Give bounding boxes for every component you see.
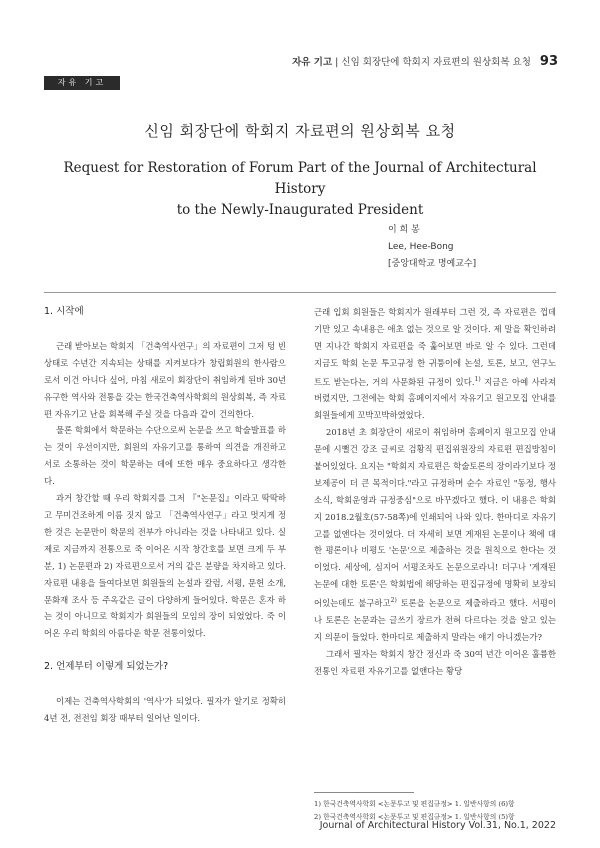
footnote-ref-2[interactable]: 2): [390, 597, 397, 605]
left-column: [44, 304, 286, 727]
right-column: [314, 304, 556, 680]
right-paragraph-3: 그래서 필자는 학회지 창간 정신과 죽 30여 년간 이어온 훌륭한 전통인 자료편 자유기고를 없앤다는 황당: [314, 648, 556, 676]
footnote-2: 2) 한국건축역사학회 <논문투고 및 편집규정> 1. 일반사항의 (5)항: [314, 813, 515, 821]
left-paragraph-3: 과거 창간할 때 우리 학회지를 그저 『"논문집』이라고 딱딱하고 무미건조하게 이름 짓지 않고 「건축역사연구」라고 멋지게 정한 것은 논문만이 학문의 전부가 아니라는 것을 나타내고 있다. 실제로 지금까지 전통으로 죽 이어온 시작 창간호를 보면 크게 두 부분, 1) 논문편과 2) 자료편으로서 거의 같은 분량을 차지하고 있다. 자료편 내용을 들여다보면 회원들의 논설과 칼럼, 서평, 문헌 소개, 문화재 조사 등 주옥같은 글이 다양하게 들어있다. 학문은 혼자 하는 것이 아니므로 학회지가 회원들의 모임의 장이 되었었다. 죽 이어온 우리 학회의 아름다운 학문 전통이었다.: [44, 493, 286, 639]
korean-title: 신임 회장단에 학회지 자료편의 원상회복 요청: [144, 122, 456, 140]
left-paragraph-1: 근래 받아보는 학회지 「건축역사연구」의 자료편이 그저 텅 빈 상태로 수년간 지속되는 상태를 지켜보다가 창립회원의 한사람으로서 이건 아니다 싶어, 마침 새로이 회장단이 취임하게 된바 30년 유구한 역사와 전통을 갖는 한국건축역사학회의 원상회복, 즉 자료편 자유기고 난을 회복해 주실 것을 다음과 같이 건의한다.: [44, 340, 286, 419]
page-number: 93: [539, 54, 558, 69]
english-title-line-2: to the Newly-Inaugurated President: [176, 202, 424, 218]
english-title-line-1: Request for Restoration of Forum Part of the Journal of Architectural History: [63, 160, 537, 197]
author-english-name: Lee, Hee-Bong: [388, 242, 454, 252]
running-separator: |: [335, 57, 339, 68]
english-title: [40, 158, 560, 221]
section-tag: 자유 기고: [44, 76, 120, 90]
left-paragraph-2: 물론 학회에서 학문하는 수단으로써 논문을 쓰고 학술발표를 하는 것이 우선이지만, 회원의 자유기고를 통하여 의견을 개진하고 서로 소통하는 것이 학문하는 데에 또한 매우 중요하다고 생각한다.: [44, 425, 286, 487]
journal-footer: Journal of Architectural History Vol.31, No.1, 2022: [319, 820, 556, 831]
footnote-ref-1[interactable]: 1): [474, 375, 481, 383]
right-paragraph-1: [314, 304, 556, 424]
section-1-heading: 1. 시작에: [44, 306, 84, 317]
author-affiliation: [중앙대학교 명예교수]: [388, 259, 477, 269]
running-title: 신임 회장단에 학회지 자료편의 원상회복 요청: [341, 57, 531, 68]
running-header: [292, 54, 558, 69]
author-korean-name: 이 희 봉: [388, 225, 420, 235]
section-2-heading: 2. 언제부터 이렇게 되었는가?: [44, 661, 169, 673]
right-paragraph-2: [314, 424, 556, 646]
footnote-1: 1) 한국건축역사학회 <논문투고 및 편집규정> 1. 일반사항의 (6)항: [314, 800, 515, 808]
author-block: [388, 222, 476, 273]
right-paragraph-1-text: 근래 입회 회원들은 학회지가 원래부터 그런 것, 즉 자료편은 껍데기만 있고 속내용은 애초 없는 것으로 알 것이다. 제 말을 확인하려면 지나간 학회지 자료편을 죽 훑어보면 바로 알 수 있다. 그런데 지금도 학회 논문 투고규정 한 귀퉁이에 논설, 토론, 보고, 연구노트도 받는다는, 거의 사문화된 규정이 있다.: [314, 307, 556, 387]
left-paragraph-4: 이제는 건축역사학회의 '역사'가 되었다. 필자가 알기로 정확히 4년 전, 전전임 회장 때부터 일어난 일이다.: [44, 696, 286, 724]
right-paragraph-1-tail: 지금은 아예 사라져 버렸지만, 그전에는 학회 홈페이지에서 자유기고 원고모집 안내를 회원들에게 꼬박꼬박하였었다.: [314, 376, 556, 421]
right-paragraph-2-tail: 토론을 논문으로 제출하라고 했다. 서평이나 토론은 논문과는 글쓰기 장르가 전혀 다르다는 것을 알고 있는지 의문이 들었다. 한마디로 제출하지 말라는 얘기 아니겠는가?: [314, 598, 556, 642]
title-divider: [44, 292, 556, 293]
right-paragraph-2-text: 2018년 초 회장단이 새로이 취임하며 홈페이지 원고모집 안내문에 시뻘건 강조 글씨로 검황직 편집위원장의 자료편 편집방침이 붙어있었다. 요지는 "학회지 자료편은 학술토론의 장이라기보다 정보제공이 더 큰 목적이다."라고 규정하며 순수 자료인 "동정, 행사소식, 학회운영과 규정중심"으로 바꾸겠다고 했다. 이 내용은 학회지 2018.2월호(57-58쪽)에 인쇄되어 나와 있다. 한마디로 자유기고를 없앤다는 것이었다. 더 자세히 보면 게재된 논문이나 책에 대한 평론이나 비평도 '논문'으로 제출하는 것을 원칙으로 한다는 것이었다. 세상에, 심지어 서평조차도 논문으로라니! 더구나 '게재된 논문에 대한 토론'은 학회법에 해당하는 편집규정에 명확히 보장되어있는데도 불구하고: [314, 427, 556, 608]
running-section: 자유 기고: [292, 57, 333, 68]
footnote-divider: [314, 792, 414, 793]
